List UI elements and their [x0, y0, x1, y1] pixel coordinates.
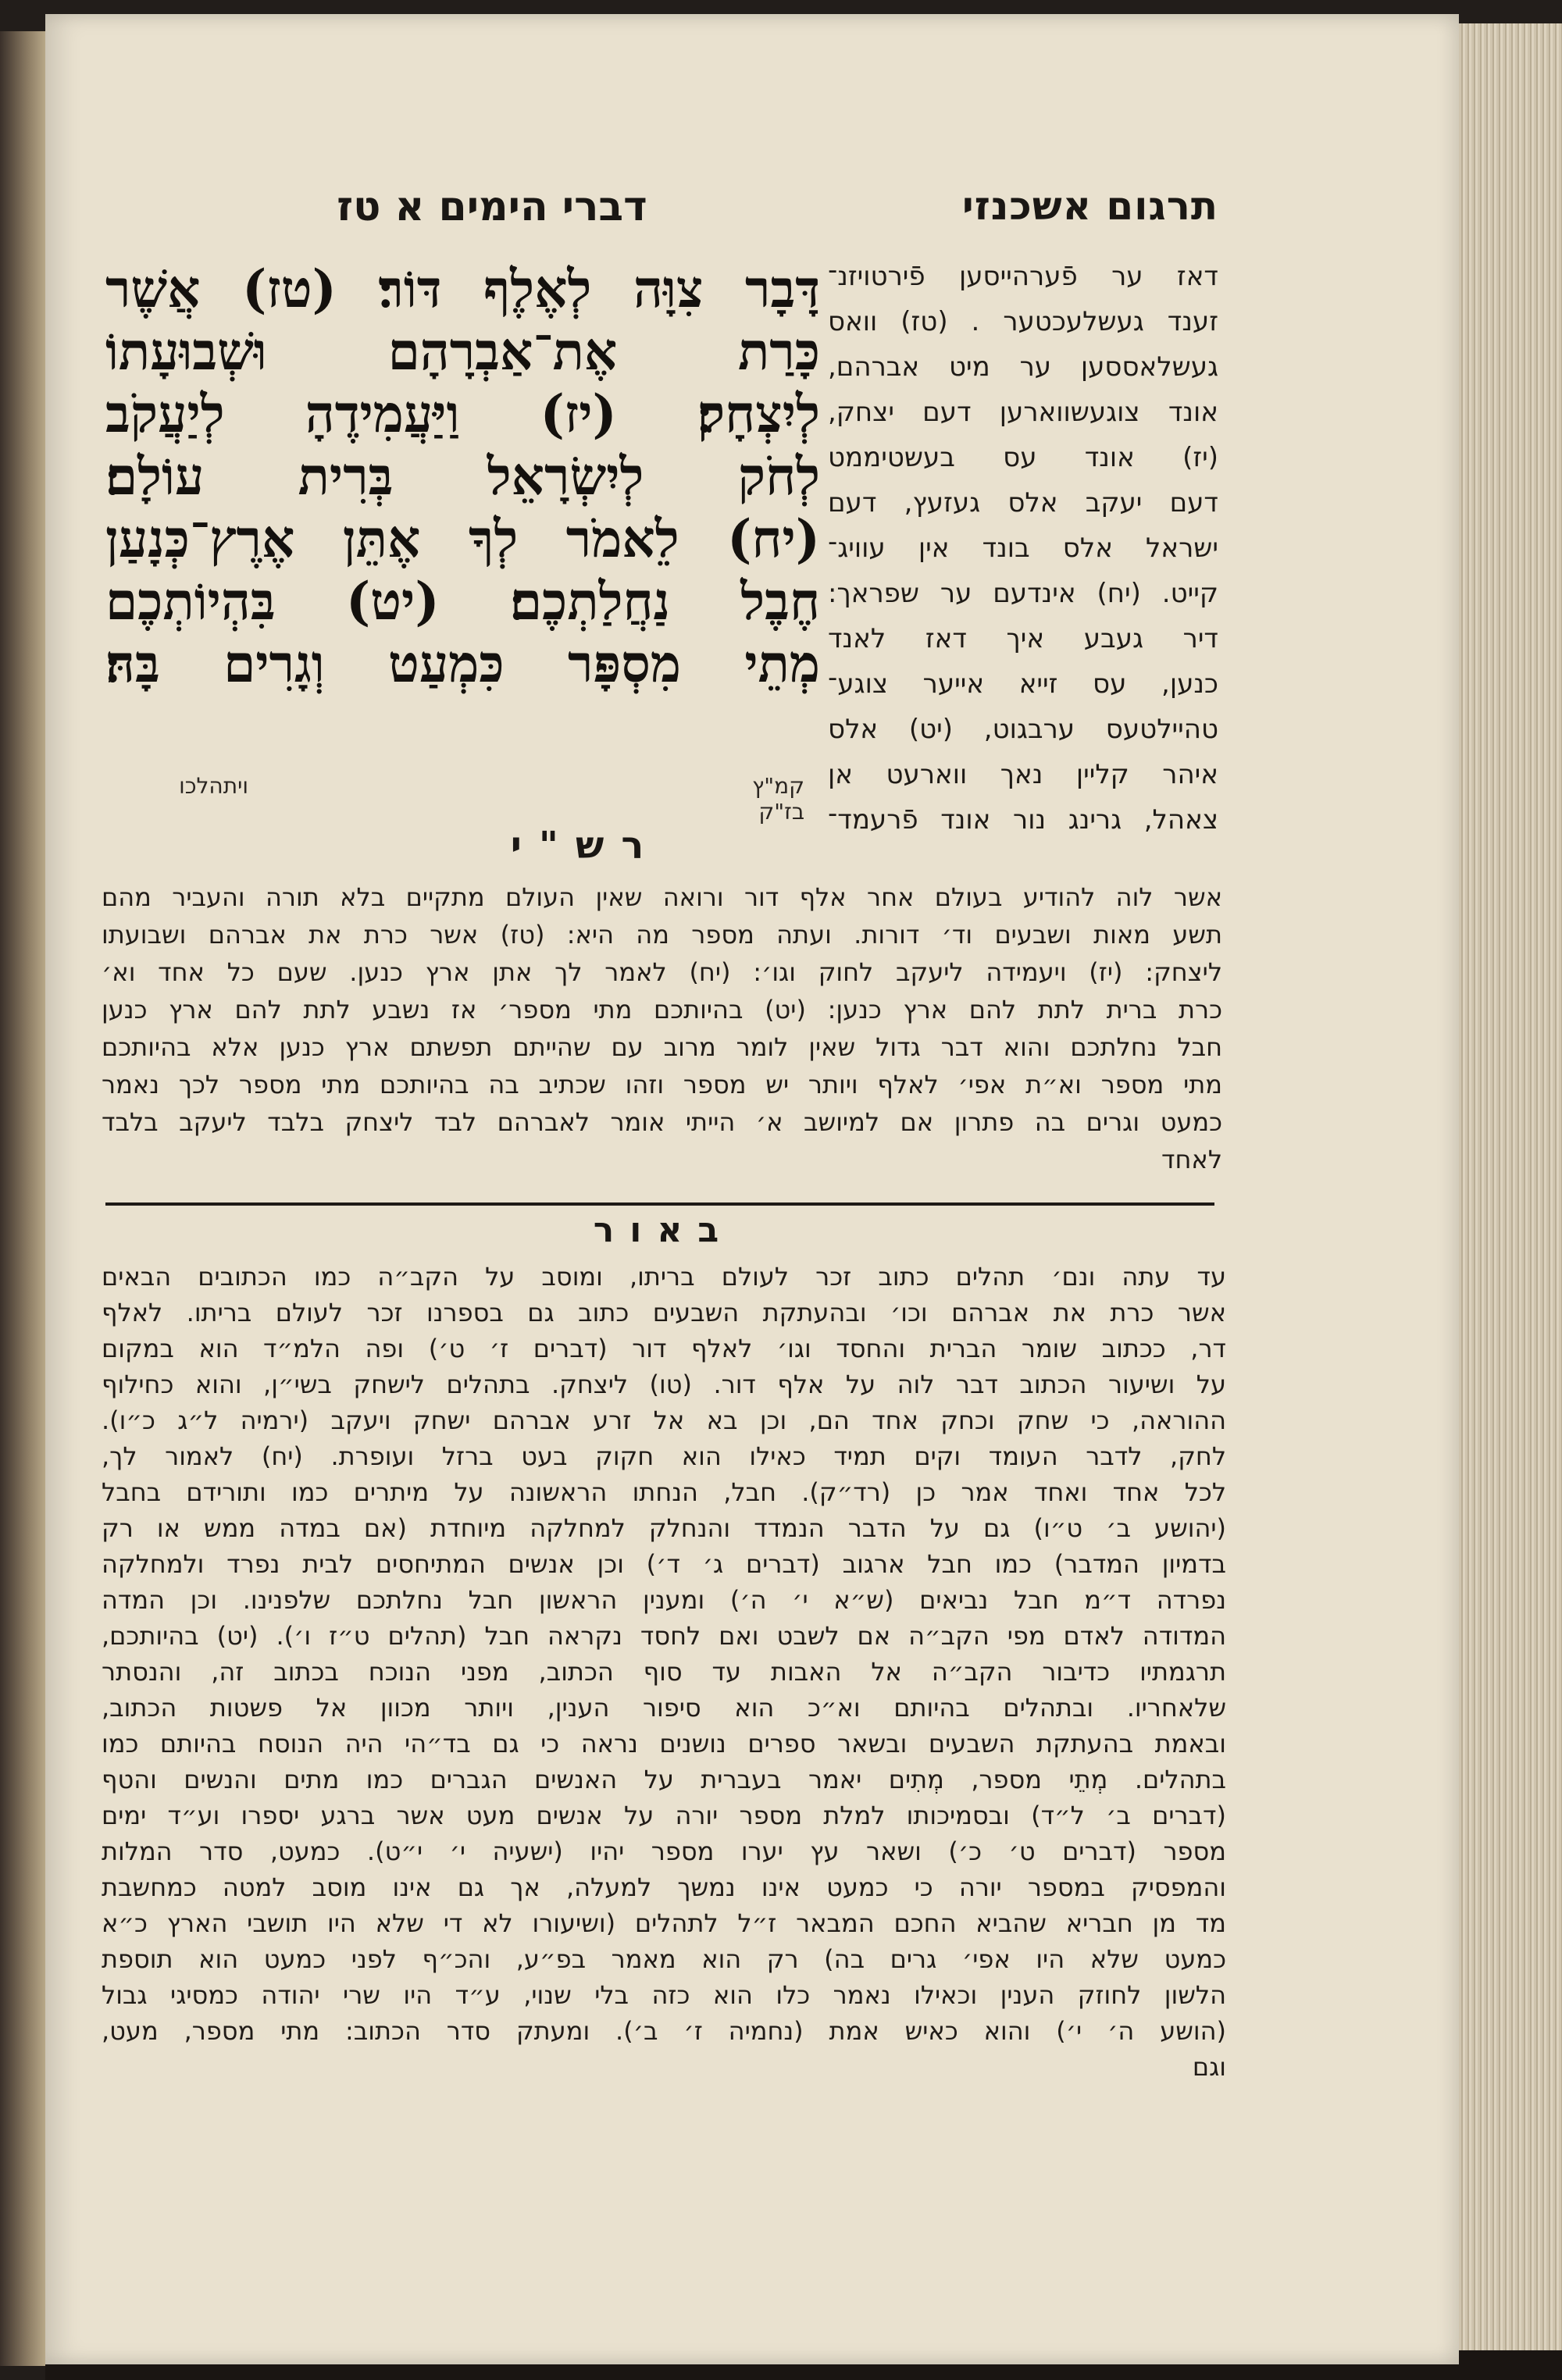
beur-line: בדמיון המדבר) כמו חבל ארגוב (דברים ג׳ ד׳) וכן אנשים המתיחסים לבית נפרד ולמחלקה [102, 1549, 1226, 1579]
beur-line: דר, ככתוב שומר הברית והחסד וגו׳ לאלף דור (דברים ז׳ ט׳) ופה הלמ״ד הוא במקום [102, 1334, 1226, 1363]
rashi-line: תשע מאות ושבעים וד׳ דורות. ועתה מספר מה היא: (טז) אשר כרת את אברהם ושבועתו [102, 920, 1222, 950]
section-divider [105, 1202, 1214, 1206]
vowel-note-right: קמ"ץ בז"ק [752, 773, 804, 825]
catchword-left: ויתהלכו [179, 773, 248, 799]
verse-line: דָּבָר צִוָּה לְאֶלֶף דּוֹר׃ (טז) אֲשֶׁר [105, 258, 820, 319]
verse-line: לְחֹק לְיִשְׂרָאֵל בְּרִית עוֹלָם׃ [105, 446, 820, 507]
rashi-line: ליצחק: (יז) ויעמידה ליעקב לחוק וגו׳: (יח) לאמר לך אתן ארץ כנען. שעם כל אחד וא׳ [102, 957, 1222, 987]
beur-line: נפרדה ד״מ חבל נביאים (ש״א י׳ ה׳) ומענין הראשון חבל נחלתכם שלפנינו. וכן המדה [102, 1585, 1226, 1615]
beur-line: כמעט שלא היו אפי׳ גרים בה) רק הוא מאמר בפ״ע, והכ״ף לפני כמעט הוא תוספת [102, 1944, 1226, 1974]
beur-commentary [102, 1259, 1226, 2149]
beur-heading: באור [593, 1210, 735, 1250]
beur-line: לחק, לדבר העומד וקים תמיד כאילו הוא חקוק בעט ברזל ועופרת. (יח) לאמור לך, [102, 1441, 1226, 1471]
rashi-line: כרת ברית לתת להם ארץ כנען: (יט) בהיותכם מתי מספר׳ אז נשבע לתת להם ארץ כנען [102, 995, 1222, 1024]
rashi-line: חבל נחלתכם והוא דבר גדול שאין לומר מרוב עם שהייתם תפשתם ארץ כנען אלא בהיותכם [102, 1032, 1222, 1062]
rashi-line: לאחד [1161, 1145, 1222, 1174]
translation-line: דיר געבע איך דאז לאנד [828, 623, 1218, 654]
translation-line: אונד צוגעשווארען דעם יצחק, [828, 397, 1218, 428]
translation-line: איהר קליין נאך ווארעט אן [828, 759, 1218, 790]
beur-line: תרגמתיו כדיבור הקב״ה אל האבות עד סוף הכתוב, מפני הנוכח בכתוב זה, והנסתר [102, 1657, 1226, 1687]
verse-line: (יח) לֵאמֹר לְךָ אֶתֵּן אֶרֶץ־כְּנָעַן [105, 508, 820, 569]
beur-line: מספר (דברים ט׳ כ׳) ושאר עץ יערו מספר יהיו (ישעיה י׳ י״ט). כמעט, סדר המלות [102, 1837, 1226, 1866]
translation-line: געשלאססען ער מיט אברהם, [828, 351, 1218, 383]
translation-column-title: תרגום אשכנזי [961, 183, 1218, 229]
beur-line: המדודה לאדם מפי הקב״ה אם לשבט ואם לחסד נקראה חבל (תהלים ט״ז ו׳). (יט) בהיותכם, [102, 1621, 1226, 1651]
verse-line: חֶבֶל נַחֲלַתְכֶם׃ (יט) בִּהְיוֹתְכֶם [105, 571, 820, 632]
translation-line: (יז) אונד עס בעשטיממט [828, 442, 1218, 473]
beur-line: (יהושע ב׳ ט״ו) גם על הדבר הנמדד והנחלק למחלקה מיוחדת (אם במדה ממש או רק [102, 1513, 1226, 1543]
translation-line: ישראל אלס בונד אין עוויג־ [828, 533, 1218, 564]
translation-line: טהיילטעס ערבגוט, (יט) אלס [828, 714, 1218, 745]
verse-line: מְתֵי מִסְפָּר כִּמְעַט וְגָרִים בָּהּ׃ [105, 633, 820, 694]
rashi-line: מתי מספר וא״ת אפי׳ לאלף ויותר יש מספר וזהו שכתיב בה בהיותכם מתי מספר לכך נאמר [102, 1070, 1222, 1099]
translation-line: קייט. (יח) אינדעם ער שפראך: [828, 578, 1218, 609]
verse-line: לְיִצְחָק׃ (יז) וַיַּעֲמִידֶהָ לְיַעֲקֹב [105, 383, 820, 444]
verse-line: כָּרַת אֶת־אַבְרָהָם וּשְׁבוּעָתוֹ [105, 321, 820, 382]
beur-line: והמפסיק במספר יורה כי כמעט אינו נמשך למעלה, אך גם אינו מוסב למטה כמחשבת [102, 1872, 1226, 1902]
beur-line: אשר כרת את אברהם וכו׳ ובהעתקת השבעים כתוב גם בספרנו זכר לעולם בריתו. לאלף [102, 1298, 1226, 1327]
translation-line: כנען, עס זייא אייער צוגע־ [828, 668, 1218, 700]
beur-line: על ושיעור הכתוב דבר לוה על אלף דור. (טו) ליצחק. בתהלים לישחק בשי״ן, והוא כחילוף [102, 1370, 1226, 1399]
translation-line: צאהל, גרינג נור אונד פֿרעמד־ [828, 804, 1218, 835]
beur-line: וגם [1192, 2052, 1226, 2082]
beur-line: (הושע ה׳ י׳) והוא כאיש אמת (נחמיה ז׳ ב׳). ומעתק סדר הכתוב: מתי מספר, מעט, [102, 2016, 1226, 2046]
translation-line: דאז ער פֿערהייסען פֿירטויזנ־ [828, 261, 1218, 292]
rashi-commentary [102, 878, 1222, 1195]
beur-line: (דברים ב׳ ל״ד) ובסמיכותו למלת מספר יורה על אנשים מעט אשר ברגע יספרו וע״ד ימים [102, 1801, 1226, 1830]
verse-block [105, 258, 820, 757]
beur-line: ההוראה, כי שחק וכחק אחד הם, וכן בא אל זרע אברהם ישחק ויעקב (ירמיה ל״ג כ״ו). [102, 1406, 1226, 1435]
translation-line: דעם יעקב אלס געזעץ, דעם [828, 487, 1218, 518]
beur-line: עד עתה ונם׳ תהלים כתוב זכר לעולם בריתו, ומוסב על הקב״ה כמו הכתובים הבאים [102, 1262, 1226, 1292]
rashi-line: אשר לוה להודיע בעולם אחר אלף דור ורואה שאין העולם מתקיים בלא תורה והעביר מהם [102, 882, 1222, 912]
beur-line: לכל אחד ואחד אמר כן (רד״ק). חבל, הנחתו הראשונה על מיתרים כמו ותורידם בחבל [102, 1477, 1226, 1507]
beur-line: מד מן חבריא שהביא החכם המבאר ז״ל לתהלים (ושיעורו לא די שלא היו תושבי הארץ כ״א [102, 1908, 1226, 1938]
translation-line: זענד געשלעכטער . (טז) וואס [828, 306, 1218, 337]
beur-line: ובאמת בהעתקת השבעים ובשאר ספרים נושנים נראה כי גם בד״הי היה הנוסח בהיותם כמו [102, 1729, 1226, 1758]
page-stack-edge [1459, 23, 1562, 2366]
beur-line: שלאחריו. ובתהלים בהיותם וא״כ הוא סיפור הענין, ויותר מכוון אל פשטות הכתוב, [102, 1693, 1226, 1723]
translation-column [828, 254, 1218, 863]
beur-line: בתהלים. מְתֵי מספר, מְתִים יאמר בעברית על האנשים הגברים כמו מתים והנשים והטף [102, 1765, 1226, 1794]
rashi-line: כמעט וגרים בה פתרון אם למיושב א׳ הייתי אומר לאברהם לבד ליצחק בלבד ליעקב בלבד [102, 1107, 1222, 1137]
book-chapter-title: דברי הימים א טז [337, 183, 647, 230]
rashi-heading: רש"י [510, 824, 662, 868]
left-page-edge [0, 31, 45, 2366]
beur-line: הלשון לחוזק הענין וכאילו נאמר כלו הוא כזה בלי שנוי, ע״ד היו שרי יהודה כמסיגי גבול [102, 1980, 1226, 2010]
